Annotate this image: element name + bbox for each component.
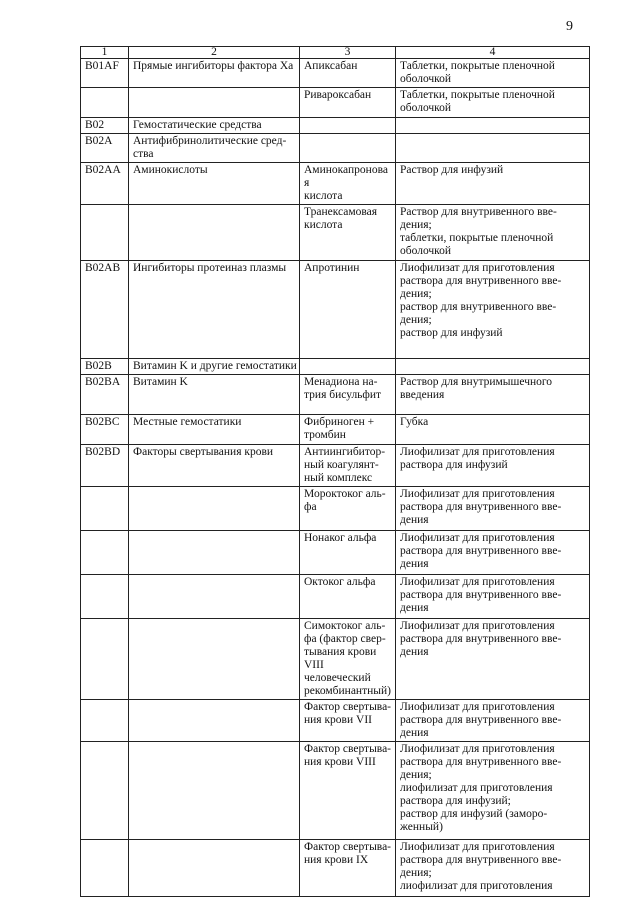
drug-cell: Аминокапроновая кислота	[300, 163, 396, 205]
drug-cell: Менадиона на- трия бисульфит	[300, 375, 396, 415]
table-row	[81, 531, 590, 575]
group-cell	[129, 575, 300, 619]
atc-code-cell	[81, 840, 129, 897]
dosage-form-cell: Лиофилизат для приготовления раствора для внутривенного вве- дения	[396, 700, 590, 742]
atc-code-cell: B02BA	[81, 375, 129, 415]
table-row	[81, 840, 590, 897]
atc-code-cell	[81, 88, 129, 118]
drug-cell	[300, 359, 396, 375]
table-row	[81, 118, 590, 134]
table-row	[81, 742, 590, 840]
drug-cell	[300, 134, 396, 163]
group-cell	[129, 205, 300, 261]
dosage-form-cell: Губка	[396, 415, 590, 445]
atc-code-cell: B02A	[81, 134, 129, 163]
drug-cell: Апротинин	[300, 261, 396, 359]
table-row	[81, 205, 590, 261]
dosage-form-cell	[396, 359, 590, 375]
drug-table	[80, 46, 590, 897]
drug-cell	[300, 118, 396, 134]
drug-cell: Симоктоког аль- фа (фактор свер- тывания крови VIII человеческий рекомбинантный)	[300, 619, 396, 700]
dosage-form-cell	[396, 134, 590, 163]
drug-cell: Нонаког альфа	[300, 531, 396, 575]
table-row	[81, 59, 590, 88]
atc-code-cell: B02AB	[81, 261, 129, 359]
table-row	[81, 134, 590, 163]
table-row	[81, 575, 590, 619]
group-cell: Аминокислоты	[129, 163, 300, 205]
group-cell	[129, 88, 300, 118]
group-cell	[129, 700, 300, 742]
atc-code-cell: B02BD	[81, 445, 129, 487]
header-col-1: 1	[81, 47, 129, 59]
drug-cell: Фибриноген + тромбин	[300, 415, 396, 445]
atc-code-cell	[81, 531, 129, 575]
table-row	[81, 163, 590, 205]
drug-cell: Октоког альфа	[300, 575, 396, 619]
atc-code-cell	[81, 700, 129, 742]
header-row	[81, 47, 590, 59]
table-row	[81, 359, 590, 375]
group-cell: Факторы свертывания крови	[129, 445, 300, 487]
atc-code-cell	[81, 487, 129, 531]
dosage-form-cell: Лиофилизат для приготовления раствора для внутривенного вве- дения; лиофилизат для приготовления раствора для инфузий; раствор для инфузий (заморо- женный)	[396, 742, 590, 840]
atc-code-cell	[81, 619, 129, 700]
dosage-form-cell: Таблетки, покрытые пленочной оболочкой	[396, 88, 590, 118]
group-cell	[129, 742, 300, 840]
group-cell	[129, 619, 300, 700]
group-cell: Гемостатические средства	[129, 118, 300, 134]
table-row	[81, 619, 590, 700]
drug-cell: Фактор свертыва- ния крови VIII	[300, 742, 396, 840]
group-cell: Ингибиторы протеиназ плазмы	[129, 261, 300, 359]
drug-cell: Фактор свертыва- ния крови VII	[300, 700, 396, 742]
group-cell: Антифибринолитические сред- ства	[129, 134, 300, 163]
header-col-2: 2	[129, 47, 300, 59]
group-cell: Витамин K и другие гемостатики	[129, 359, 300, 375]
drug-cell: Антиингибитор- ный коагулянт- ный комплекс	[300, 445, 396, 487]
drug-cell: Транексамовая кислота	[300, 205, 396, 261]
table-row	[81, 375, 590, 415]
group-cell: Витамин K	[129, 375, 300, 415]
header-col-4: 4	[396, 47, 590, 59]
dosage-form-cell: Раствор для внутримышечного введения	[396, 375, 590, 415]
drug-cell: Мороктоког аль- фа	[300, 487, 396, 531]
dosage-form-cell: Лиофилизат для приготовления раствора для внутривенного вве- дения	[396, 619, 590, 700]
atc-code-cell	[81, 205, 129, 261]
dosage-form-cell: Лиофилизат для приготовления раствора для инфузий	[396, 445, 590, 487]
drug-cell: Апиксабан	[300, 59, 396, 88]
group-cell: Местные гемостатики	[129, 415, 300, 445]
group-cell: Прямые ингибиторы фактора Xa	[129, 59, 300, 88]
dosage-form-cell: Таблетки, покрытые пленочной оболочкой	[396, 59, 590, 88]
dosage-form-cell: Лиофилизат для приготовления раствора для внутривенного вве- дения	[396, 575, 590, 619]
drug-cell: Фактор свертыва- ния крови IX	[300, 840, 396, 897]
table-row	[81, 261, 590, 359]
atc-code-cell: B02	[81, 118, 129, 134]
dosage-form-cell: Лиофилизат для приготовления раствора для внутривенного вве- дения	[396, 531, 590, 575]
dosage-form-cell: Лиофилизат для приготовления раствора для внутривенного вве- дения; раствор для внутривенного вве- дения; раствор для инфузий	[396, 261, 590, 359]
drug-cell: Ривароксабан	[300, 88, 396, 118]
atc-code-cell	[81, 575, 129, 619]
atc-code-cell	[81, 742, 129, 840]
dosage-form-cell: Лиофилизат для приготовления раствора для внутривенного вве- дения	[396, 487, 590, 531]
atc-code-cell: B02B	[81, 359, 129, 375]
table-row	[81, 415, 590, 445]
atc-code-cell: B02AA	[81, 163, 129, 205]
page-number: 9	[566, 19, 573, 34]
group-cell	[129, 531, 300, 575]
group-cell	[129, 840, 300, 897]
header-col-3: 3	[300, 47, 396, 59]
group-cell	[129, 487, 300, 531]
table-row	[81, 487, 590, 531]
table-row	[81, 445, 590, 487]
atc-code-cell: B02BC	[81, 415, 129, 445]
table-row	[81, 700, 590, 742]
dosage-form-cell: Лиофилизат для приготовления раствора для внутривенного вве- дения; лиофилизат для приготовления	[396, 840, 590, 897]
dosage-form-cell	[396, 118, 590, 134]
table-row	[81, 88, 590, 118]
dosage-form-cell: Раствор для внутривенного вве- дения; таблетки, покрытые пленочной оболочкой	[396, 205, 590, 261]
atc-code-cell: B01AF	[81, 59, 129, 88]
dosage-form-cell: Раствор для инфузий	[396, 163, 590, 205]
